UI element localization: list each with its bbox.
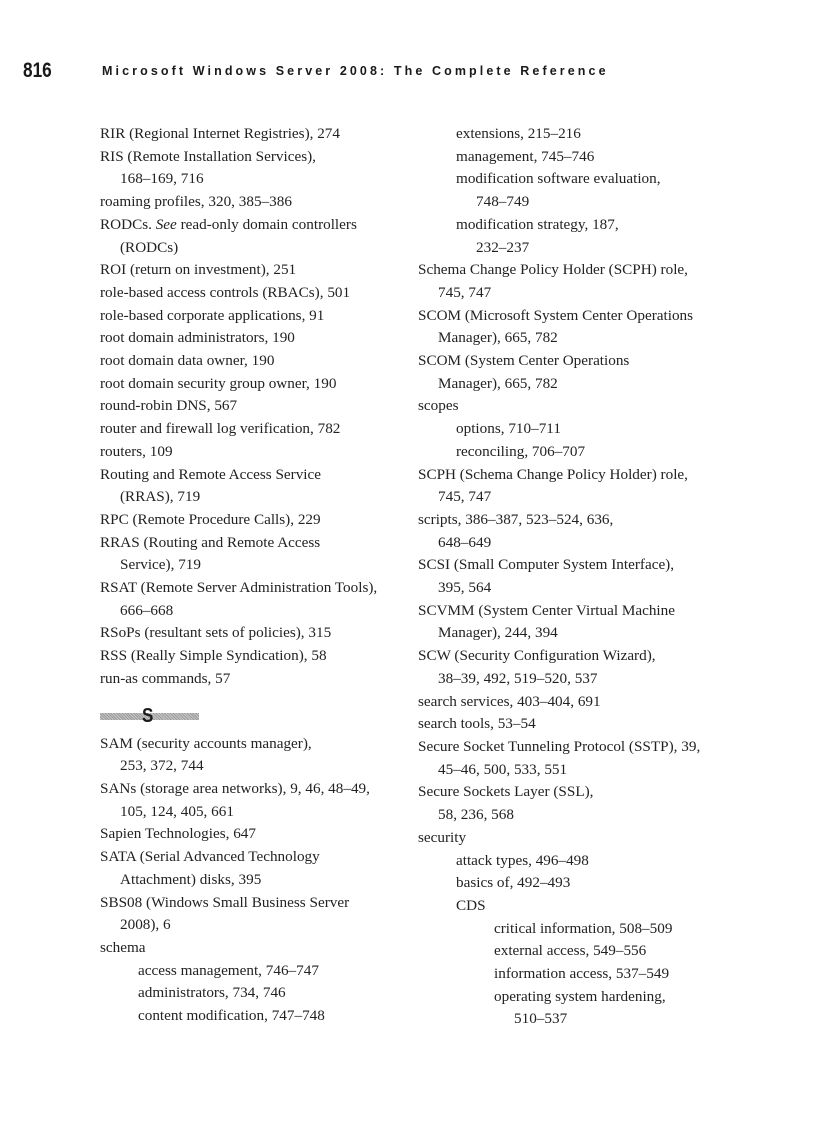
index-line: SBS08 (Windows Small Business Server (100, 893, 350, 911)
index-line: Secure Sockets Layer (SSL), (418, 783, 594, 801)
index-subentry (100, 960, 405, 983)
index-line: RPC (Remote Procedure Calls), 229 (100, 510, 321, 528)
index-line: CDS (456, 896, 486, 914)
running-title: Microsoft Windows Server 2008: The Complete Reference (102, 64, 609, 78)
index-entry (100, 464, 405, 509)
index-subentry (418, 895, 738, 918)
index-line: RSAT (Remote Server Administration Tools), (100, 579, 378, 597)
index-line-continuation: 2008), 6 (120, 916, 171, 934)
index-entry (418, 691, 738, 714)
index-line: RSoPs (resultant sets of policies), 315 (100, 624, 332, 642)
index-entry (100, 373, 405, 396)
index-line: security (418, 828, 467, 846)
index-entry (100, 282, 405, 305)
index-line: SCSI (Small Computer System Interface), (418, 556, 675, 574)
index-line: search tools, 53–54 (418, 715, 536, 733)
index-line: modification software evaluation, (456, 170, 661, 188)
index-column-left (100, 123, 405, 1028)
index-line: routers, 109 (100, 442, 173, 460)
index-line: scripts, 386–387, 523–524, 636, (418, 510, 614, 528)
index-subentry (418, 418, 738, 441)
index-line: RIS (Remote Installation Services), (100, 147, 316, 165)
index-subentry (418, 441, 738, 464)
index-subentry (418, 940, 738, 963)
index-line-continuation: 232–237 (476, 238, 530, 256)
index-line: Schema Change Policy Holder (SCPH) role, (418, 261, 688, 279)
index-entry (100, 146, 405, 191)
index-line: root domain data owner, 190 (100, 352, 275, 370)
index-entry (418, 713, 738, 736)
index-line: basics of, 492–493 (456, 874, 571, 892)
index-line: SCW (Security Configuration Wizard), (418, 647, 656, 665)
index-entry (100, 937, 405, 960)
index-line: roaming profiles, 320, 385–386 (100, 193, 292, 211)
index-entry (100, 441, 405, 464)
page-number: 816 (23, 59, 52, 82)
index-entry (100, 259, 405, 282)
index-line: SAM (security accounts manager), (100, 734, 312, 752)
index-line-continuation: 745, 747 (438, 488, 492, 506)
index-entry (418, 350, 738, 395)
index-entry (100, 395, 405, 418)
index-line: content modification, 747–748 (138, 1007, 325, 1025)
index-line: root domain administrators, 190 (100, 329, 295, 347)
index-entry (100, 668, 405, 691)
index-entries-r (100, 123, 405, 691)
index-line: SATA (Serial Advanced Technology (100, 848, 320, 866)
index-entry (100, 123, 405, 146)
section-letter: S (142, 704, 154, 727)
index-line: run-as commands, 57 (100, 669, 231, 687)
index-line: role-based access controls (RBACs), 501 (100, 283, 351, 301)
index-line-continuation: (RODCs) (120, 238, 179, 256)
index-line-continuation: 395, 564 (438, 579, 492, 597)
index-entry (418, 827, 738, 850)
index-line: ROI (return on investment), 251 (100, 261, 297, 279)
index-line: RIR (Regional Internet Registries), 274 (100, 125, 340, 142)
index-line: Sapien Technologies, 647 (100, 825, 256, 843)
index-entry (418, 554, 738, 599)
index-line: Routing and Remote Access Service (100, 465, 322, 483)
index-entry (418, 781, 738, 826)
index-entry (100, 191, 405, 214)
index-line: attack types, 496–498 (456, 851, 589, 869)
index-entry (100, 733, 405, 778)
index-line: RSS (Really Simple Syndication), 58 (100, 647, 327, 665)
index-line-continuation: Manager), 244, 394 (438, 624, 558, 642)
section-divider-s (100, 705, 405, 731)
index-line: options, 710–711 (456, 420, 561, 438)
index-entry (100, 214, 405, 259)
index-line-continuation: Attachment) disks, 395 (120, 870, 262, 888)
index-entry (418, 259, 738, 304)
index-line-continuation: (RRAS), 719 (120, 488, 201, 506)
index-line: operating system hardening, (494, 987, 666, 1005)
index-line: RRAS (Routing and Remote Access (100, 533, 321, 551)
index-line-continuation: Service), 719 (120, 556, 201, 574)
index-entry (100, 509, 405, 532)
index-entry (100, 305, 405, 328)
index-line-continuation: 38–39, 492, 519–520, 537 (438, 669, 598, 687)
index-line-continuation: 45–46, 500, 533, 551 (438, 760, 568, 778)
index-line: modification strategy, 187, (456, 215, 619, 233)
index-line-continuation: Manager), 665, 782 (438, 329, 558, 347)
index-line: role-based corporate applications, 91 (100, 306, 325, 324)
index-entry (100, 350, 405, 373)
index-line-continuation: 666–668 (120, 601, 174, 619)
index-line: router and firewall log verification, 782 (100, 420, 341, 438)
index-line: root domain security group owner, 190 (100, 374, 337, 392)
index-line (100, 214, 405, 237)
index-subentry (100, 982, 405, 1005)
index-line: reconciling, 706–707 (456, 442, 586, 460)
index-line: scopes (418, 397, 459, 415)
index-line: schema (100, 938, 146, 956)
index-entry (100, 892, 405, 937)
index-line-continuation: 648–649 (438, 533, 492, 551)
index-entry (100, 846, 405, 891)
index-entry (100, 418, 405, 441)
index-line: extensions, 215–216 (456, 125, 581, 142)
index-entry (418, 509, 738, 554)
index-line: information access, 537–549 (494, 965, 670, 983)
index-line: SCPH (Schema Change Policy Holder) role, (418, 465, 688, 483)
index-subentry (418, 918, 738, 941)
index-entry (418, 464, 738, 509)
index-entry (100, 622, 405, 645)
index-entries-s (100, 733, 405, 1028)
index-entries-s-continued (418, 123, 738, 1031)
index-line-continuation: 748–749 (476, 193, 530, 211)
index-line: round-robin DNS, 567 (100, 397, 238, 415)
index-line: critical information, 508–509 (494, 919, 673, 937)
index-entry (100, 778, 405, 823)
index-line: SANs (storage area networks), 9, 46, 48–49, (100, 779, 370, 797)
index-entry (418, 600, 738, 645)
index-subentry (418, 146, 738, 169)
index-entry (418, 305, 738, 350)
index-line: administrators, 734, 746 (138, 984, 286, 1002)
index-line-continuation: 510–537 (514, 1010, 568, 1028)
index-entry (100, 577, 405, 622)
index-line: Secure Socket Tunneling Protocol (SSTP), 39, (418, 737, 701, 755)
see-target: read-only domain controllers (176, 215, 357, 233)
index-entry (100, 327, 405, 350)
index-entry (418, 736, 738, 781)
index-term: RODCs. (100, 215, 156, 233)
index-line-continuation: 168–169, 716 (120, 170, 204, 188)
index-subentry (418, 123, 738, 146)
index-line: access management, 746–747 (138, 961, 319, 979)
index-entry (100, 645, 405, 668)
index-line: SCVMM (System Center Virtual Machine (418, 601, 675, 619)
index-line: SCOM (System Center Operations (418, 352, 630, 370)
index-line: SCOM (Microsoft System Center Operations (418, 306, 694, 324)
index-line-continuation: 745, 747 (438, 283, 492, 301)
index-subentry (418, 850, 738, 873)
index-subentry (418, 872, 738, 895)
index-subentry (100, 1005, 405, 1028)
index-entry (100, 823, 405, 846)
index-line: search services, 403–404, 691 (418, 692, 601, 710)
index-entry (418, 395, 738, 418)
index-subentry (418, 986, 738, 1031)
index-line-continuation: Manager), 665, 782 (438, 374, 558, 392)
index-subentry (418, 963, 738, 986)
index-line: external access, 549–556 (494, 942, 647, 960)
index-entry (418, 645, 738, 690)
index-subentry (418, 214, 738, 259)
index-line-continuation: 253, 372, 744 (120, 757, 204, 775)
running-header (0, 56, 816, 88)
index-column-right (418, 123, 738, 1031)
index-subentry (418, 168, 738, 213)
index-line-continuation: 105, 124, 405, 661 (120, 802, 234, 820)
index-line-continuation: 58, 236, 568 (438, 806, 514, 824)
index-entry (100, 532, 405, 577)
index-line: management, 745–746 (456, 147, 595, 165)
see-reference: See (155, 215, 177, 233)
